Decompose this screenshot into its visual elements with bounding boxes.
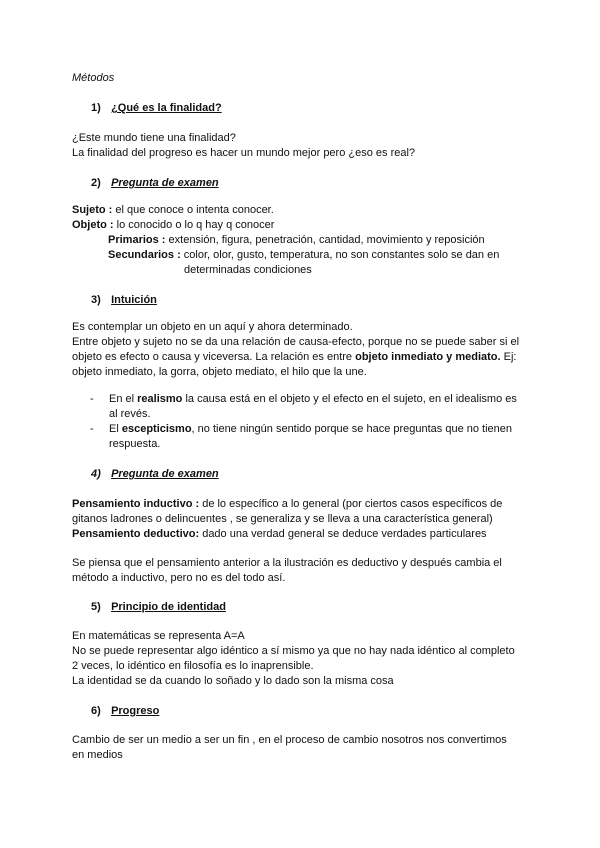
section-4-line: Se piensa que el pensamiento anterior a la ilustración es deductivo y después cambia el [72, 557, 502, 569]
cualidades-list [108, 233, 528, 278]
dash-bullet: - [90, 423, 94, 435]
deductivo-text: dado una verdad general se deduce verdades particulares [199, 528, 487, 540]
secundarios-definition [108, 248, 528, 263]
section-1-heading [91, 101, 222, 116]
section-2-number: 2) [91, 177, 101, 189]
list-item-text: al revés. [109, 408, 151, 420]
list-item-emphasis: escepticismo [121, 423, 192, 435]
section-2-title: Pregunta de examen [111, 177, 219, 189]
objeto-text: lo conocido o lo q hay q conocer [113, 219, 275, 231]
inductivo-label: Pensamiento inductivo : [72, 498, 200, 510]
secundarios-label: Secundarios : [108, 249, 181, 261]
section-3-list [72, 392, 532, 452]
section-1-line: La finalidad del progreso es hacer un mundo mejor pero ¿eso es real? [72, 147, 416, 159]
document-title: Métodos [72, 72, 115, 84]
list-item-text: la causa está en el objeto y el efecto en el sujeto, en el idealismo es [182, 393, 517, 405]
section-6-line: en medios [72, 749, 123, 761]
section-5-number: 5) [91, 601, 101, 613]
section-5-line: En matemáticas se representa A=A [72, 630, 245, 642]
section-3-body [72, 320, 532, 380]
section-2-heading [91, 176, 219, 191]
section-6-body [72, 733, 532, 763]
section-1-body [72, 131, 532, 161]
deductivo-definition [72, 527, 532, 542]
section-4-heading [91, 467, 219, 482]
section-5-heading [91, 600, 226, 615]
section-6-number: 6) [91, 705, 101, 717]
section-3-emphasis: objeto inmediato y mediato. [355, 351, 501, 363]
section-3-line: Es contemplar un objeto en un aquí y ahora determinado. [72, 321, 353, 333]
section-3-text: objeto es efecto o causa y viceversa. La relación es entre [72, 351, 356, 363]
list-item-text: , no tiene ningún sentido porque se hace preguntas que no tienen [191, 423, 513, 435]
list-item-text: respuesta. [109, 438, 161, 450]
objeto-label: Objeto : [72, 219, 114, 231]
section-3-text: Ej: [500, 351, 517, 363]
section-3-title: Intuición [111, 294, 157, 306]
primarios-text: extensión, figura, penetración, cantidad, movimiento y reposición [165, 234, 485, 246]
section-3-line: objeto inmediato, la gorra, objeto mediato, el hilo que la une. [72, 366, 367, 378]
inductivo-continuation: gitanos ladrones o delincuentes , se generaliza y se lleva a una característica general) [72, 513, 493, 525]
dash-bullet: - [90, 393, 94, 405]
section-3-line [72, 350, 532, 365]
section-6-line: Cambio de ser un medio a ser un fin , en el proceso de cambio nosotros nos convertimos [72, 734, 507, 746]
section-5-line: No se puede representar algo idéntico a sí mismo ya que no hay nada idéntico al completo [72, 645, 515, 657]
primarios-label: Primarios : [108, 234, 166, 246]
deductivo-label: Pensamiento deductivo: [72, 528, 200, 540]
objeto-definition [72, 218, 532, 233]
list-item [72, 422, 532, 452]
section-1-title: ¿Qué es la finalidad? [111, 102, 222, 114]
section-4-line: método a inductivo, pero no es del todo así. [72, 572, 286, 584]
inductivo-definition [72, 497, 532, 512]
section-5-title: Principio de identidad [111, 601, 226, 613]
secundarios-text: color, olor, gusto, temperatura, no son constantes solo se dan en [180, 249, 500, 261]
section-5-body [72, 629, 532, 689]
section-2-body [72, 203, 532, 233]
secundarios-continuation: determinadas condiciones [184, 264, 312, 276]
section-5-line: 2 veces, lo idéntico en filosofía es lo inaprensible. [72, 660, 314, 672]
section-3-heading [91, 293, 157, 308]
section-4-body [72, 497, 532, 542]
sujeto-label: Sujeto : [72, 204, 113, 216]
section-3-number: 3) [91, 294, 101, 306]
section-1-number: 1) [91, 102, 101, 114]
section-6-heading [91, 704, 159, 719]
section-3-line: Entre objeto y sujeto no se da una relación de causa-efecto, porque no se puede saber si el [72, 336, 520, 348]
section-4-title: Pregunta de examen [111, 468, 219, 480]
section-6-title: Progreso [111, 705, 160, 717]
section-4-paragraph [72, 556, 532, 586]
inductivo-text: de lo específico a lo general (por ciertos casos específicos de [199, 498, 503, 510]
section-4-number: 4) [91, 468, 101, 480]
sujeto-definition [72, 203, 532, 218]
list-item-text: En el [109, 393, 138, 405]
section-5-line: La identidad se da cuando lo soñado y lo dado son la misma cosa [72, 675, 394, 687]
section-1-line: ¿Este mundo tiene una finalidad? [72, 132, 236, 144]
list-item-text: El [109, 423, 122, 435]
sujeto-text: el que conoce o intenta conocer. [112, 204, 274, 216]
primarios-definition [108, 233, 528, 248]
list-item [72, 392, 532, 422]
list-item-emphasis: realismo [137, 393, 183, 405]
